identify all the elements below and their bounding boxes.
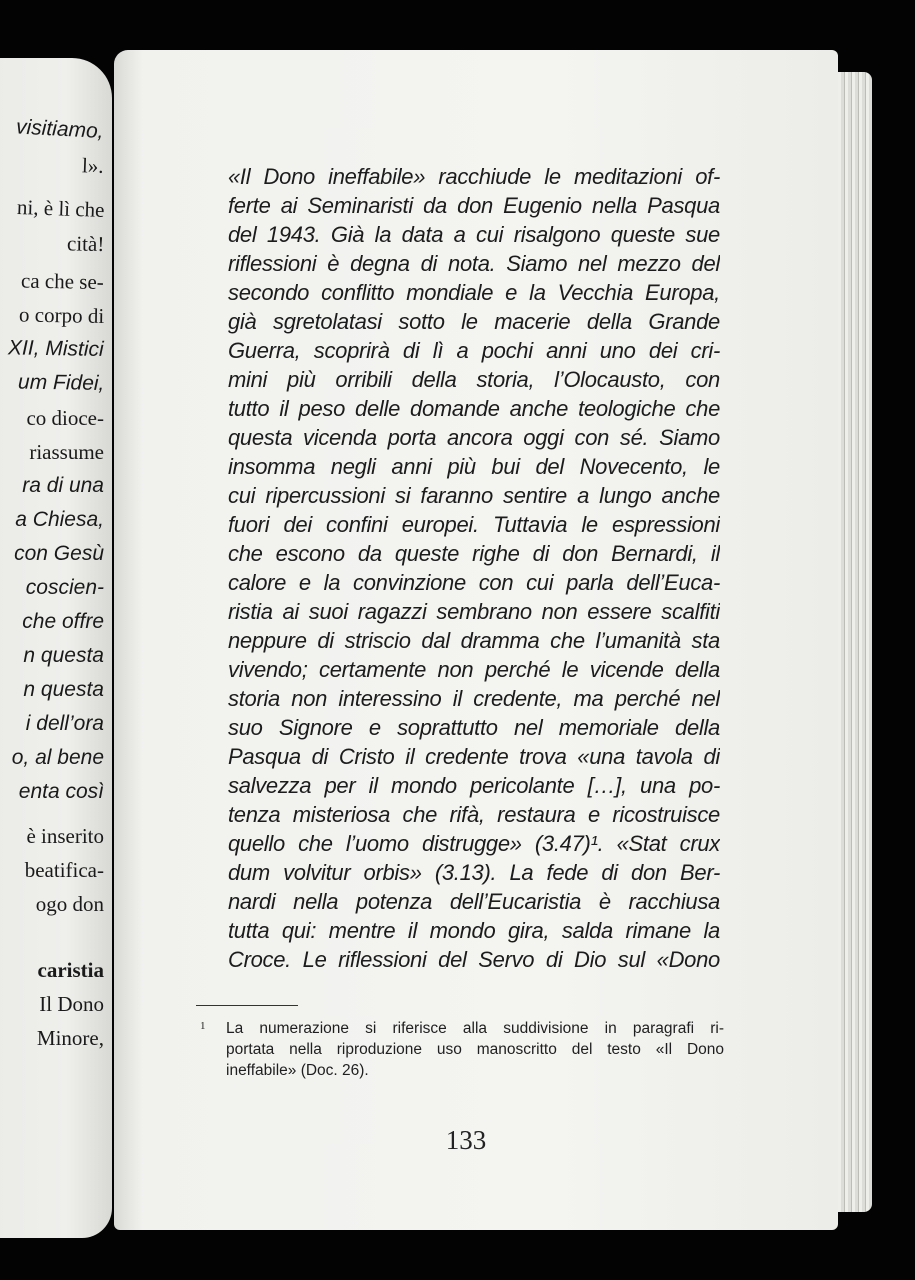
left-page-line: cità! — [66, 231, 105, 256]
text-line: nardi nella potenza dell’Eucaristia è racchiusa — [228, 889, 720, 914]
text-line: tenza misteriosa che rifà, restaura e ricostruisce — [228, 802, 720, 827]
left-page-line: enta così — [18, 780, 104, 803]
footnote-number: 1 — [200, 1020, 206, 1032]
text-line: calore e la convinzione con cui parla dell’Euca- — [228, 570, 720, 595]
text-line: salvezza per il mondo pericolante […], una po- — [228, 773, 720, 798]
page-number: 133 — [445, 1125, 487, 1155]
left-page-line: coscien- — [25, 576, 104, 599]
text-line: tutta qui: mentre il mondo gira, salda rimane la — [228, 918, 720, 943]
left-page-line: visitiamo, — [16, 115, 105, 143]
text-line: Guerra, scoprirà di lì a pochi anni uno dei cri- — [228, 338, 720, 363]
left-page-line: i dell’ora — [25, 712, 104, 735]
text-line: ristia ai suoi ragazzi sembrano non essere scalfiti — [228, 599, 720, 624]
left-page-line: Minore, — [36, 1026, 104, 1050]
left-page-line: co dioce- — [26, 406, 104, 430]
left-page-line: con Gesù — [14, 542, 104, 565]
left-page-line: beatifica- — [24, 858, 104, 882]
footnote — [200, 1018, 724, 1081]
left-page-line: ogo don — [35, 892, 104, 916]
text-line: insomma negli anni più bui del Novecento, le — [228, 454, 720, 479]
left-page-line: ra di una — [22, 474, 104, 497]
text-line: «Il Dono ineffabile» racchiude le meditazioni of- — [228, 164, 720, 189]
text-line: mini più orribili della storia, l’Olocausto, con — [228, 367, 720, 392]
left-page-line: um Fidei, — [17, 370, 105, 395]
left-page-line: o corpo di — [18, 302, 105, 328]
text-line: tutto il peso delle domande anche teologiche che — [228, 396, 720, 421]
footnote-line: portata nella riproduzione uso manoscritto del testo «Il Dono — [226, 1041, 724, 1058]
left-page-line: o, al bene — [11, 746, 104, 769]
left-page — [0, 58, 112, 1238]
left-page-line: l». — [82, 153, 105, 178]
text-line: secondo conflitto mondiale e la Vecchia Europa, — [228, 280, 720, 305]
text-line: riflessioni è degna di nota. Siamo nel mezzo del — [228, 251, 720, 276]
left-page-line: che offre — [22, 610, 104, 633]
text-line: storia non interessino il credente, ma perché nel — [228, 686, 720, 711]
text-line: neppure di striscio dal dramma che l’umanità sta — [228, 628, 720, 653]
right-page — [114, 50, 838, 1230]
left-page-line: a Chiesa, — [15, 508, 104, 531]
footnote-rule — [196, 1005, 298, 1006]
left-page-line: caristia — [37, 958, 104, 982]
text-line: vivendo; certamente non perché le vicende della — [228, 657, 720, 682]
text-line: Croce. Le riflessioni del Servo di Dio sul «Dono — [228, 947, 720, 972]
left-page-line: riassume — [29, 440, 104, 464]
text-line: dum volvitur orbis» (3.13). La fede di don Ber- — [228, 860, 720, 885]
text-line: ferte ai Seminaristi da don Eugenio nella Pasqua — [228, 193, 720, 218]
body-text — [228, 162, 720, 974]
left-page-line: ni, è lì che — [16, 194, 105, 222]
text-line: che escono da queste righe di don Bernardi, il — [228, 541, 720, 566]
text-line: Pasqua di Cristo il credente trova «una tavola di — [228, 744, 720, 769]
text-line: fuori dei confini europei. Tuttavia le espressioni — [228, 512, 720, 537]
text-line: suo Signore e soprattutto nel memoriale della — [228, 715, 720, 740]
left-page-line: Il Dono — [39, 992, 104, 1016]
text-line: quello che l’uomo distrugge» (3.47)¹. «Stat crux — [228, 831, 720, 856]
left-page-line: XII, Mistici — [8, 336, 105, 361]
footnote-line: La numerazione si riferisce alla suddivisione in paragrafi ri- — [226, 1020, 724, 1037]
text-line: cui ripercussioni si faranno sentire a lungo anche — [228, 483, 720, 508]
left-page-line: n questa — [23, 644, 104, 667]
left-page-line: è inserito — [26, 824, 104, 848]
text-line: già sgretolatasi sotto le macerie della Grande — [228, 309, 720, 334]
text-line: del 1943. Già la data a cui risalgono queste sue — [228, 222, 720, 247]
left-page-line: ca che se- — [21, 268, 105, 294]
text-line: questa vicenda porta ancora oggi con sé. Siamo — [228, 425, 720, 450]
footnote-line: ineffabile» (Doc. 26). — [226, 1062, 369, 1079]
left-page-line: n questa — [23, 678, 104, 701]
